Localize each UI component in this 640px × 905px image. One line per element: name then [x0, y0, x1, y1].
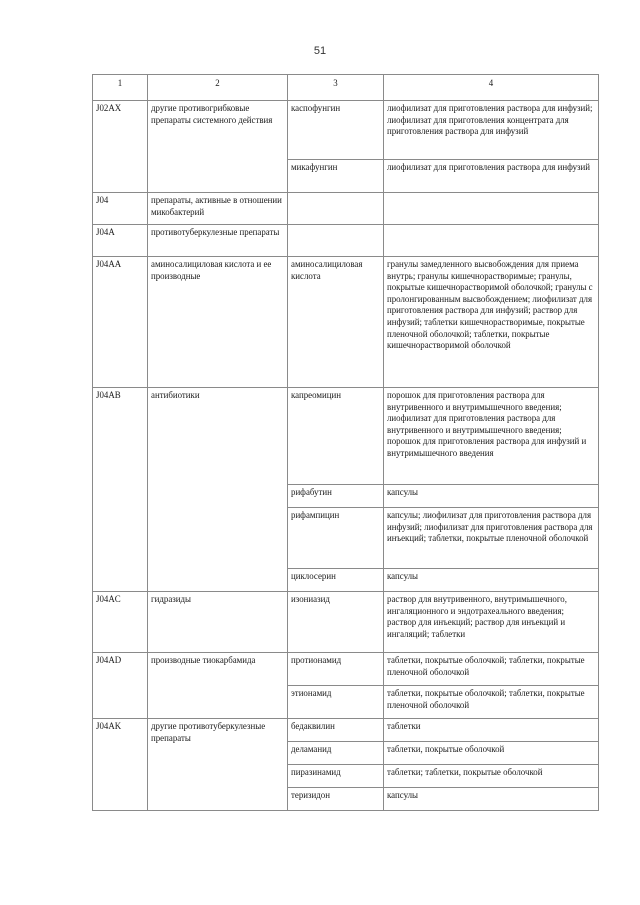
table-row — [93, 101, 599, 160]
page-number: 51 — [313, 45, 327, 57]
table-row — [93, 719, 599, 742]
substance-cell: аминосалициловая кислота — [288, 257, 384, 388]
dosage-form-cell: гранулы замедленного высвобождения для приема внутрь; гранулы кишечнорастворимые; гранулы, покрытые кишечнорастворимой оболочкой; гранулы с пролонгированным высвобождением; лиофилизат для приготовления раствора для инфузий; раствор для инфузий; таблетки кишечнорастворимые, покрытые пленочной оболочкой; таблетки, покрытые кишечнорастворимой оболочкой — [384, 257, 599, 388]
group-name-cell: противотуберкулезные препараты — [148, 225, 288, 257]
dosage-form-cell — [384, 225, 599, 257]
atc-code-cell: J04AB — [93, 388, 148, 592]
table-row — [93, 257, 599, 388]
table-row — [93, 653, 599, 686]
table-body — [93, 101, 599, 811]
table-row — [93, 592, 599, 653]
atc-code-cell: J04A — [93, 225, 148, 257]
drug-table — [92, 74, 599, 811]
group-name-cell: антибиотики — [148, 388, 288, 592]
substance-cell: микафунгин — [288, 160, 384, 193]
substance-cell: капреомицин — [288, 388, 384, 485]
substance-cell — [288, 225, 384, 257]
atc-code-cell: J04AK — [93, 719, 148, 811]
atc-code-cell: J04AA — [93, 257, 148, 388]
group-name-cell: другие противотуберкулезные препараты — [148, 719, 288, 811]
group-name-cell: другие противогрибковые препараты системного действия — [148, 101, 288, 193]
dosage-form-cell: раствор для внутривенного, внутримышечного, ингаляционного и эндотрахеального введения; раствор для инъекций; раствор для инъекций и ингаляций; таблетки — [384, 592, 599, 653]
dosage-form-cell: лиофилизат для приготовления раствора для инфузий — [384, 160, 599, 193]
substance-cell — [288, 193, 384, 225]
substance-cell: протионамид — [288, 653, 384, 686]
group-name-cell: гидразиды — [148, 592, 288, 653]
dosage-form-cell: таблетки, покрытые оболочкой; таблетки, покрытые пленочной оболочкой — [384, 653, 599, 686]
header-col-1: 1 — [93, 75, 148, 101]
substance-cell: деламанид — [288, 742, 384, 765]
atc-code-cell: J04AC — [93, 592, 148, 653]
header-row — [93, 75, 599, 101]
substance-cell: бедаквилин — [288, 719, 384, 742]
substance-cell: каспофунгин — [288, 101, 384, 160]
atc-code-cell: J04AD — [93, 653, 148, 719]
substance-cell: теризидон — [288, 788, 384, 811]
header-col-2: 2 — [148, 75, 288, 101]
dosage-form-cell: таблетки, покрытые оболочкой — [384, 742, 599, 765]
dosage-form-cell: таблетки, покрытые оболочкой; таблетки, покрытые пленочной оболочкой — [384, 686, 599, 719]
substance-cell: изониазид — [288, 592, 384, 653]
group-name-cell: препараты, активные в отношении микобактерий — [148, 193, 288, 225]
group-name-cell: производные тиокарбамида — [148, 653, 288, 719]
group-name-cell: аминосалициловая кислота и ее производные — [148, 257, 288, 388]
dosage-form-cell: таблетки — [384, 719, 599, 742]
dosage-form-cell — [384, 193, 599, 225]
table-row — [93, 193, 599, 225]
dosage-form-cell: лиофилизат для приготовления раствора для инфузий; лиофилизат для приготовления концентрата для приготовления раствора для инфузий — [384, 101, 599, 160]
substance-cell: рифабутин — [288, 485, 384, 508]
substance-cell: рифампицин — [288, 508, 384, 569]
substance-cell: этионамид — [288, 686, 384, 719]
header-col-3: 3 — [288, 75, 384, 101]
atc-code-cell: J02AX — [93, 101, 148, 193]
table-row — [93, 225, 599, 257]
dosage-form-cell: капсулы — [384, 788, 599, 811]
dosage-form-cell: таблетки; таблетки, покрытые оболочкой — [384, 765, 599, 788]
dosage-form-cell: капсулы — [384, 569, 599, 592]
atc-code-cell: J04 — [93, 193, 148, 225]
substance-cell: циклосерин — [288, 569, 384, 592]
table-header — [93, 75, 599, 101]
dosage-form-cell: порошок для приготовления раствора для внутривенного и внутримышечного введения; лиофилизат для приготовления раствора для внутривенного и внутримышечного введения; порошок для приготовления раствора для инфузий и внутримышечного введения — [384, 388, 599, 485]
substance-cell: пиразинамид — [288, 765, 384, 788]
dosage-form-cell: капсулы; лиофилизат для приготовления раствора для инфузий; лиофилизат для приготовления раствора для инъекций; таблетки, покрытые пленочной оболочкой — [384, 508, 599, 569]
dosage-form-cell: капсулы — [384, 485, 599, 508]
header-col-4: 4 — [384, 75, 599, 101]
table-row — [93, 388, 599, 485]
